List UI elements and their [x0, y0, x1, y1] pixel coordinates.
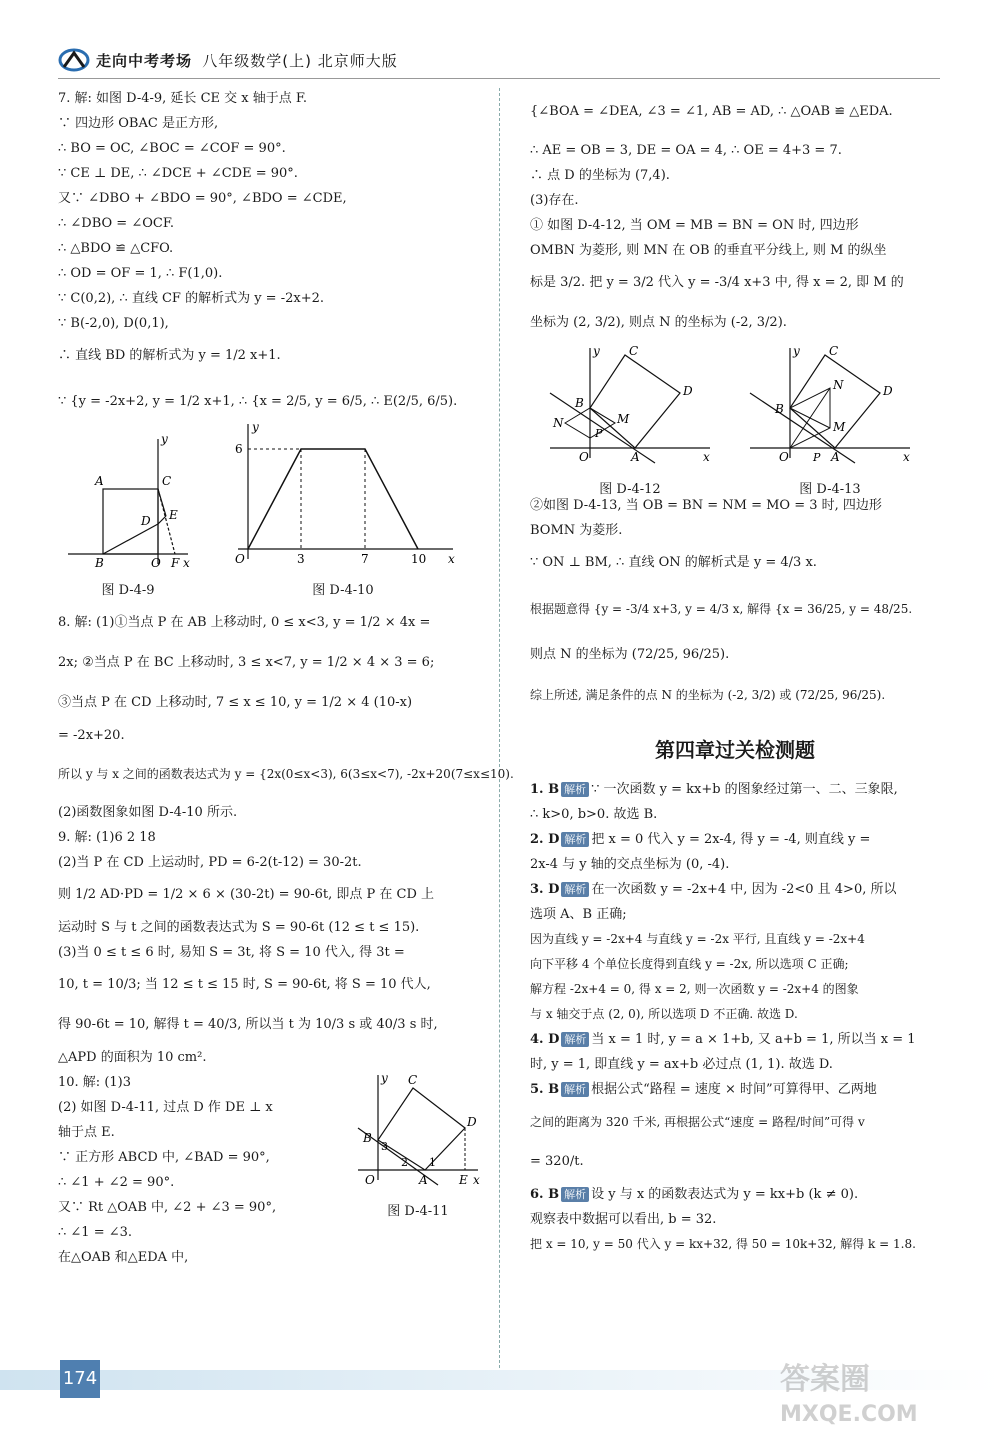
answer-line: 时, y = 1, 即直线 y = ax+b 必过点 (1, 1). 故选 D. [530, 1057, 833, 1072]
page-header [58, 44, 958, 76]
q9-line: 10, t = 10/3; 当 12 ≤ t ≤ 15 时, S = 90-6t, 将 S = 10 代人, [58, 977, 431, 992]
analysis-tag: 解析 [561, 1032, 589, 1047]
figures-12-13 [530, 343, 940, 497]
figure-d-4-9-graph [63, 429, 193, 569]
figure-d-4-13-caption: 图 D-4-13 [799, 482, 861, 497]
left-column [58, 86, 514, 1270]
page-number: 174 [60, 1360, 100, 1398]
svg-text:D: D [467, 1115, 477, 1129]
q7-line: ∴ BO = OC, ∠BOC = ∠COF = 90°. [58, 141, 286, 156]
q10-cont2-line: 则点 N 的坐标为 (72/25, 96/25). [530, 647, 730, 662]
q7-line: ∵ {y = -2x+2, y = 1/2 x+1, ∴ {x = 2/5, y = 6/5, ∴ E(2/5, 6/5). [58, 394, 458, 409]
svg-text:B: B [575, 396, 584, 410]
q10-cont2-line: ②如图 D-4-13, 当 OB = BN = NM = MO = 3 时, 四边形 [530, 498, 882, 513]
q7-line: ∵ B(-2,0), D(0,1), [58, 316, 169, 331]
svg-text:B: B [775, 402, 784, 416]
figure-d-4-13 [730, 343, 930, 497]
q10-cont-line: ① 如图 D-4-12, 当 OM = MB = BN = ON 时, 四边形 [530, 218, 859, 233]
svg-text:y: y [161, 432, 168, 446]
figure-d-4-12-graph [545, 343, 715, 468]
answer-line: 设 y 与 x 的函数表达式为 y = kx+b (k ≠ 0). [591, 1187, 859, 1202]
q7-line: ∵ 四边形 OBAC 是正方形, [58, 116, 219, 131]
answer-number: 1. B [530, 782, 560, 797]
figure-d-4-12-caption: 图 D-4-12 [599, 482, 661, 497]
figure-d-4-11-caption: 图 D-4-11 [387, 1204, 449, 1219]
header-divider [58, 78, 940, 79]
q9-line: 9. 解: (1)6 2 18 [58, 830, 156, 845]
q9-solution [58, 825, 488, 1070]
svg-text:D: D [883, 384, 893, 398]
answer-line: 在一次函数 y = -2x+4 中, 因为 -2<0 且 4>0, 所以 [591, 882, 897, 897]
q8-line: ③当点 P 在 CD 上移动时, 7 ≤ x ≤ 10, y = 1/2 × 4 (10-x) [58, 695, 413, 710]
svg-text:C: C [162, 474, 172, 488]
svg-text:C: C [408, 1073, 418, 1087]
svg-text:y: y [793, 344, 800, 358]
answer-line: 因为直线 y = -2x+4 与直线 y = -2x 平行, 且直线 y = -2x+4 [530, 932, 865, 946]
q10-line: 轴于点 E. [58, 1125, 115, 1140]
svg-text:答案圈: 答案圈 [780, 1362, 870, 1397]
svg-text:O: O [779, 450, 789, 464]
section-title: 第四章过关检测题 [655, 738, 815, 762]
answer-line: ∴ k>0, b>0. 故选 B. [530, 807, 658, 822]
right-column [530, 86, 940, 1257]
answer-number: 4. D [530, 1032, 560, 1047]
svg-text:P: P [813, 451, 821, 464]
q7-line: ∵ CE ⊥ DE, ∴ ∠DCE + ∠CDE = 90°. [58, 166, 298, 181]
svg-text:A: A [419, 1173, 428, 1187]
q8-line: 2x; ②当点 P 在 BC 上移动时, 3 ≤ x<7, y = 1/2 × 4 × 3 = 6; [58, 655, 435, 670]
book-subtitle: 八年级数学(上) 北京师大版 [202, 51, 398, 70]
q10-cont2-line: 根据题意得 {y = -3/4 x+3, y = 4/3 x, 解得 {x = 36/25, y = 48/25. [530, 602, 913, 616]
svg-text:O: O [151, 556, 161, 569]
figure-d-4-10 [218, 419, 468, 603]
q8-line: (2)函数图象如图 D-4-10 所示. [58, 805, 238, 820]
q8-line: 所以 y 与 x 之间的函数表达式为 y = {2x(0≤x<3), 6(3≤x<7), -2x+20(7≤x≤10). [58, 767, 514, 781]
q9-line: 则 1/2 AD·PD = 1/2 × 6 × (30-2t) = 90-6t, 即点 P 在 CD 上 [58, 887, 435, 902]
svg-text:6: 6 [235, 442, 243, 456]
svg-text:B: B [95, 556, 104, 569]
answer-5 [530, 1077, 940, 1182]
svg-text:x: x [703, 450, 710, 464]
q10-continued-2 [530, 493, 940, 715]
q7-line: ∴ 直线 BD 的解析式为 y = 1/2 x+1. [58, 348, 281, 363]
figure-d-4-13-graph [745, 343, 915, 468]
svg-text:x: x [473, 1173, 480, 1187]
figure-d-4-9 [58, 429, 198, 603]
q10-line: 在△OAB 和△EDA 中, [58, 1250, 189, 1265]
svg-text:M: M [617, 412, 630, 426]
q9-line: (3)当 0 ≤ t ≤ 6 时, 易知 S = 3t, 将 S = 10 代入, 得 3t = [58, 945, 405, 960]
q10-line: ∴ ∠1 = ∠3. [58, 1225, 133, 1240]
q7-line: 又∵ ∠DBO + ∠BDO = 90°, ∠BDO = ∠CDE, [58, 191, 347, 206]
answer-line: 之间的距离为 320 千米, 再根据公式“速度 = 路程/时间”可得 v [530, 1115, 865, 1129]
answer-number: 2. D [530, 832, 560, 847]
figure-d-4-12 [530, 343, 730, 497]
answer-number: 3. D [530, 882, 560, 897]
answer-2 [530, 827, 940, 877]
svg-text:B: B [363, 1131, 372, 1145]
q10-cont-line: (3)存在. [530, 193, 579, 208]
header-brand [96, 50, 398, 71]
svg-text:P: P [595, 427, 603, 440]
q7-line: ∴ OD = OF = 1, ∴ F(1,0). [58, 266, 223, 281]
svg-text:7: 7 [361, 552, 369, 566]
q7-line: ∵ C(0,2), ∴ 直线 CF 的解析式为 y = -2x+2. [58, 291, 324, 306]
answer-line: = 320/t. [530, 1154, 584, 1169]
svg-text:O: O [235, 552, 245, 566]
q10-line: 又∵ Rt △OAB 中, ∠2 + ∠3 = 90°, [58, 1200, 277, 1215]
q9-line: (2)当 P 在 CD 上运动时, PD = 6-2(t-12) = 30-2t. [58, 855, 362, 870]
answer-line: 2x-4 与 y 轴的交点坐标为 (0, -4). [530, 857, 730, 872]
answer-4 [530, 1027, 940, 1077]
q10-cont-line: {∠BOA = ∠DEA, ∠3 = ∠1, AB = AD, ∴ △OAB ≌ △EDA. [530, 104, 893, 119]
q10-line: 10. 解: (1)3 [58, 1075, 132, 1090]
analysis-tag: 解析 [561, 1187, 589, 1202]
q10-solution [58, 1070, 488, 1270]
answer-line: 当 x = 1 时, y = a × 1+b, 又 a+b = 1, 所以当 x = 1 [591, 1032, 916, 1047]
svg-text:x: x [903, 450, 910, 464]
q8-line: = -2x+20. [58, 728, 125, 743]
svg-text:M: M [833, 420, 846, 434]
answer-1 [530, 777, 940, 827]
q10-line: ∵ 正方形 ABCD 中, ∠BAD = 90°, [58, 1150, 270, 1165]
svg-text:N: N [553, 416, 564, 430]
q10-cont2-line: BOMN 为菱形. [530, 523, 623, 538]
q9-line: 得 90-6t = 10, 解得 t = 40/3, 所以当 t 为 10/3 s 或 40/3 s 时, [58, 1017, 438, 1032]
svg-text:y: y [593, 344, 600, 358]
figure-d-4-10-graph [223, 419, 463, 569]
q10-continued [530, 86, 940, 343]
svg-text:10: 10 [411, 552, 427, 566]
svg-text:1: 1 [429, 1156, 436, 1169]
column-divider [499, 88, 500, 1368]
answer-number: 6. B [530, 1187, 560, 1202]
figure-d-4-9-caption: 图 D-4-9 [101, 583, 155, 598]
q10-line: ∴ ∠1 + ∠2 = 90°. [58, 1175, 175, 1190]
q7-line: 7. 解: 如图 D-4-9, 延长 CE 交 x 轴于点 F. [58, 91, 307, 106]
svg-text:E: E [459, 1173, 468, 1187]
svg-text:O: O [579, 450, 589, 464]
q10-cont2-line: ∵ ON ⊥ BM, ∴ 直线 ON 的解析式是 y = 4/3 x. [530, 555, 817, 570]
q7-line: ∴ ∠DBO = ∠OCF. [58, 216, 174, 231]
q10-cont-line: ∴ 点 D 的坐标为 (7,4). [530, 168, 670, 183]
q7-solution [58, 86, 488, 428]
figure-d-4-10-caption: 图 D-4-10 [312, 583, 374, 598]
svg-text:A: A [831, 450, 840, 464]
analysis-tag: 解析 [561, 882, 589, 897]
svg-text:3: 3 [297, 552, 305, 566]
figures-9-10 [58, 420, 488, 603]
svg-text:A: A [631, 450, 640, 464]
svg-text:2: 2 [401, 1156, 408, 1169]
answer-line: 选项 A、B 正确; [530, 907, 627, 922]
brand-name: 走向中考考场 [96, 51, 193, 70]
svg-text:D: D [141, 514, 151, 528]
figure-d-4-11 [348, 1070, 488, 1224]
analysis-tag: 解析 [561, 782, 589, 797]
q8-solution [58, 603, 514, 825]
answer-line: ∵ 一次函数 y = kx+b 的图象经过第一、二、三象限, [591, 782, 898, 797]
q10-cont-line: ∴ AE = OB = 3, DE = OA = 4, ∴ OE = 4+3 = 7. [530, 143, 842, 158]
svg-text:E: E [169, 508, 178, 522]
svg-text:C: C [829, 344, 839, 358]
q10-cont-line: 标是 3/2. 把 y = 3/2 代入 y = -3/4 x+3 中, 得 x = 2, 即 M 的 [530, 275, 904, 290]
q7-line: ∴ △BDO ≌ △CFO. [58, 241, 174, 256]
svg-text:MXQE.COM: MXQE.COM [780, 1402, 918, 1427]
svg-text:3: 3 [381, 1140, 388, 1153]
q10-cont2-line: 综上所述, 满足条件的点 N 的坐标为 (-2, 3/2) 或 (72/25, 96/25). [530, 688, 886, 702]
q8-line: 8. 解: (1)①当点 P 在 AB 上移动时, 0 ≤ x<3, y = 1/2 × 4x = [58, 615, 431, 630]
svg-text:C: C [629, 344, 639, 358]
analysis-tag: 解析 [561, 832, 589, 847]
svg-text:D: D [683, 384, 693, 398]
watermark-logo-icon [770, 1351, 970, 1431]
q9-line: △APD 的面积为 10 cm². [58, 1050, 207, 1065]
q10-line: (2) 如图 D-4-11, 过点 D 作 DE ⊥ x [58, 1100, 273, 1115]
answer-line: 解方程 -2x+4 = 0, 得 x = 2, 则一次函数 y = -2x+4 的图象 [530, 982, 859, 996]
svg-text:y: y [381, 1071, 388, 1085]
analysis-tag: 解析 [561, 1082, 589, 1097]
svg-text:A: A [95, 474, 104, 488]
svg-text:x: x [448, 552, 455, 566]
svg-text:x: x [183, 556, 190, 569]
answer-number: 5. B [530, 1082, 560, 1097]
brand-logo-icon [58, 47, 90, 73]
answer-6 [530, 1182, 940, 1257]
svg-text:y: y [252, 420, 259, 434]
answer-line: 与 x 轴交于点 (2, 0), 所以选项 D 不正确. 故选 D. [530, 1007, 798, 1021]
svg-text:O: O [365, 1173, 375, 1187]
svg-text:F: F [171, 556, 180, 569]
answer-line: 把 x = 10, y = 50 代入 y = kx+32, 得 50 = 10k+32, 解得 k = 1.8. [530, 1237, 916, 1251]
svg-text:N: N [833, 378, 844, 392]
answer-line: 把 x = 0 代入 y = 2x-4, 得 y = -4, 则直线 y = [591, 832, 871, 847]
answer-line: 根据公式“路程 = 速度 × 时间”可算得甲、乙两地 [591, 1082, 877, 1097]
q10-cont-line: OMBN 为菱形, 则 MN 在 OB 的垂直平分线上, 则 M 的纵坐 [530, 243, 887, 258]
q10-cont-line: 坐标为 (2, 3/2), 则点 N 的坐标为 (-2, 3/2). [530, 315, 787, 330]
answer-3 [530, 877, 940, 1027]
answer-line: 向下平移 4 个单位长度得到直线 y = -2x, 所以选项 C 正确; [530, 957, 849, 971]
answer-line: 观察表中数据可以看出, b = 32. [530, 1212, 717, 1227]
figure-d-4-11-graph [353, 1070, 483, 1190]
q9-line: 运动时 S 与 t 之间的函数表达式为 S = 90-6t (12 ≤ t ≤ 15). [58, 920, 420, 935]
